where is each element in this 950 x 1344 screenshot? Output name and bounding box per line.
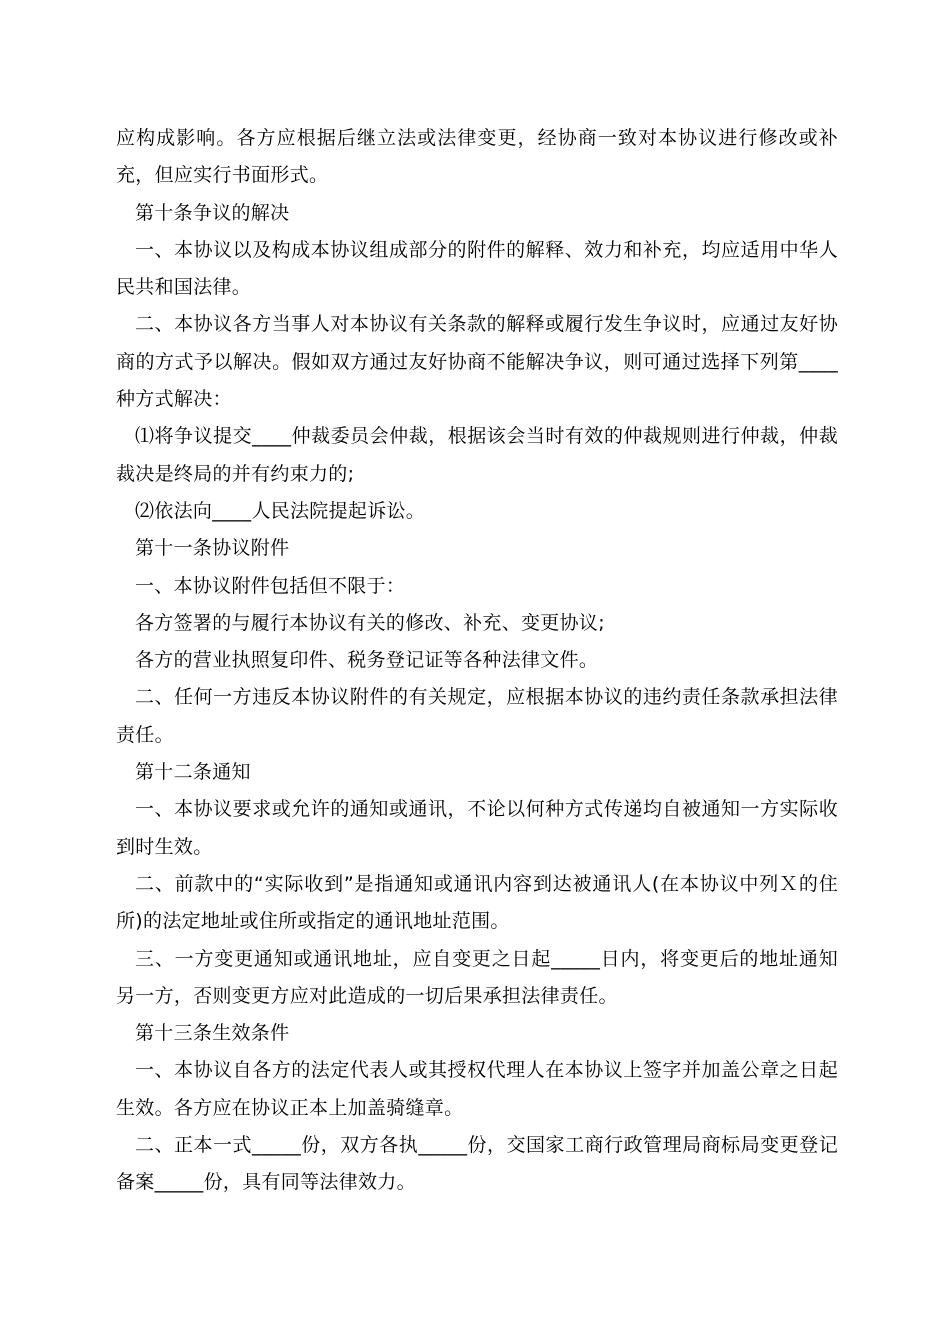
document-body bbox=[116, 120, 838, 1202]
article-12-heading: 第十二条通知 bbox=[135, 761, 251, 784]
article-10-clause-1: 一、本协议以及构成本协议组成部分的附件的解释、效力和补充，均应适用中华人民共和国法律。 bbox=[116, 238, 838, 299]
article-12-clause-1: 一、本协议要求或允许的通知或通讯，不论以何种方式传递均自被通知一方实际收到时生效。 bbox=[116, 798, 838, 858]
article-11-heading: 第十一条协议附件 bbox=[135, 537, 290, 560]
article-11-item-1: 各方签署的与履行本协议有关的修改、补充、变更协议; bbox=[135, 611, 605, 634]
article-10-option-1: ⑴将争议提交____仲裁委员会仲裁，根据该会当时有效的仲裁规则进行仲裁，仲裁裁决是终局的并有约束力的; bbox=[116, 425, 838, 485]
article-10-heading: 第十条争议的解决 bbox=[135, 201, 290, 224]
article-13-clause-1: 一、本协议自各方的法定代表人或其授权代理人在本协议上签字并加盖公章之日起生效。各方应在协议正本上加盖骑缝章。 bbox=[116, 1059, 838, 1119]
paragraph-continuation: 应构成影响。各方应根据后继立法或法律变更，经协商一致对本协议进行修改或补充，但应实行书面形式。 bbox=[116, 127, 838, 187]
article-11-item-2: 各方的营业执照复印件、税务登记证等各种法律文件。 bbox=[135, 649, 599, 672]
article-12-clause-3: 三、一方变更通知或通讯地址，应自变更之日起_____日内，将变更后的地址通知另一方，否则变更方应对此造成的一切后果承担法律责任。 bbox=[116, 947, 838, 1007]
article-13-clause-2: 二、正本一式_____份，双方各执_____份，交国家工商行政管理局商标局变更登记备案_____份，具有同等法律效力。 bbox=[116, 1134, 838, 1194]
article-11-clause-2: 二、任何一方违反本协议附件的有关规定，应根据本协议的违约责任条款承担法律责任。 bbox=[116, 686, 838, 746]
article-10-option-2: ⑵依法向____人民法院提起诉讼。 bbox=[135, 499, 426, 522]
article-13-heading: 第十三条生效条件 bbox=[135, 1022, 290, 1045]
article-12-clause-2: 二、前款中的“实际收到”是指通知或通讯内容到达被通讯人(在本协议中列Ｘ的住所)的法定地址或住所或指定的通讯地址范围。 bbox=[116, 872, 838, 933]
article-11-clause-1: 一、本协议附件包括但不限于： bbox=[135, 574, 406, 597]
article-10-clause-2: 二、本协议各方当事人对本协议有关条款的解释或履行发生争议时，应通过友好协商的方式予以解决。假如双方通过友好协商不能解决争议，则可通过选择下列第____种方式解决： bbox=[116, 313, 838, 411]
